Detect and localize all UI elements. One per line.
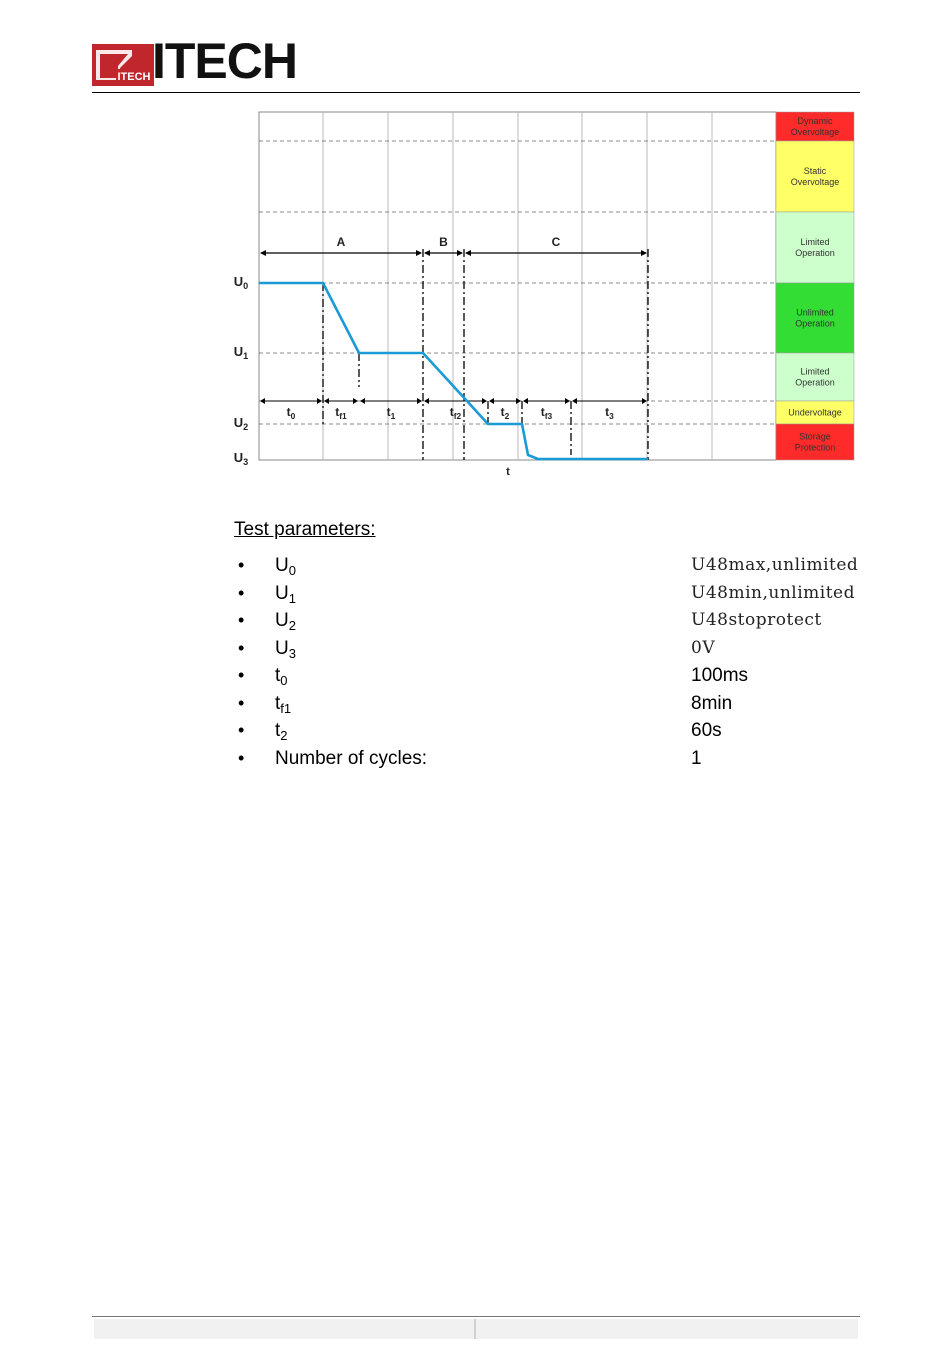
bullet-icon: • [238,582,245,603]
footer-separator [474,1319,476,1339]
voltage-label-main: U [233,415,244,430]
voltage-label-sub: 2 [243,422,249,432]
parameter-value: 0V [691,637,716,658]
parameter-row [238,635,868,663]
phase-label: B [439,235,448,249]
parameter-symbol: t [275,665,281,686]
zone-label: Overvoltage [790,127,840,137]
time-label-main: t [449,405,454,419]
bullet-icon: • [238,720,245,740]
time-label-sub: 0 [290,411,296,421]
parameter-row [238,662,868,690]
bullet-icon: • [238,665,245,685]
parameter-subscript: 3 [288,645,296,661]
header-divider [92,92,860,93]
voltage-label-main: U [233,450,244,465]
parameter-row [238,552,868,580]
time-label-sub: 1 [390,411,396,421]
footer-divider [92,1316,860,1317]
test-parameters-list [238,552,868,772]
itech-logo [92,33,312,89]
zone-label: Undervoltage [788,407,842,418]
time-label-main: t [335,405,340,419]
zone-label: Protection [794,442,836,453]
voltage-label [234,274,248,291]
time-label-main: t [286,405,291,419]
parameter-value: 100ms [691,665,749,686]
parameter-symbol: Number of cycles: [275,747,428,769]
voltage-label [234,415,248,432]
time-label-main: t [540,405,545,419]
time-label-main: t [500,405,505,419]
logo-badge-text: ITECH [117,71,151,83]
zone-label: Static [803,166,827,176]
bullet-icon: • [238,637,245,658]
zone-label: Limited [800,366,830,377]
voltage-label-sub: 1 [243,351,249,361]
page-header [0,0,950,95]
x-axis-label: t [506,466,510,478]
parameter-value: 60s [691,720,722,741]
zone-label: Storage [799,431,831,442]
logo-mark-icon [92,44,154,86]
logo-wordmark: ITECH [152,33,297,89]
time-label-sub: f1 [339,411,347,421]
time-label-sub: 2 [504,411,510,421]
zone-label: Overvoltage [790,177,840,187]
parameter-subscript: 0 [288,563,296,578]
bullet-icon: • [238,747,245,768]
test-parameters-title: Test parameters: [234,519,376,540]
phase-label: A [336,235,346,249]
parameter-value: 1 [691,747,702,769]
parameter-symbol: U [275,582,289,604]
parameter-row [238,690,868,718]
voltage-label-sub: 0 [243,281,249,291]
parameter-subscript: 1 [288,590,296,606]
bullet-icon: • [238,555,245,575]
parameter-subscript: 0 [280,673,288,688]
time-label-sub: 3 [609,411,614,421]
parameter-value: U48stoprotect [691,610,822,630]
zone-label: Dynamic [797,116,833,126]
parameter-symbol: t [275,720,281,741]
zone-label: Limited [800,237,830,247]
parameter-symbol: t [275,692,281,714]
voltage-label-main: U [233,344,244,359]
parameter-subscript: f1 [280,700,292,716]
voltage-label [234,344,248,361]
parameter-name [275,745,427,772]
parameter-row [238,580,868,608]
parameter-row [238,745,868,773]
time-label-main: t [605,405,610,419]
voltage-profile-chart [228,105,868,485]
page-footer [92,1316,860,1340]
parameter-symbol: U [275,610,289,631]
footer-band [94,1319,858,1339]
voltage-label-sub: 3 [243,457,249,467]
voltage-label [234,450,248,467]
time-label-sub: f3 [544,411,553,421]
zone-label: Operation [795,318,835,329]
voltage-label-main: U [233,274,244,289]
parameter-value: U48max,unlimited [691,555,859,575]
parameter-row [238,607,868,635]
time-label-sub: f2 [453,411,462,421]
parameter-symbol: U [275,637,289,659]
parameter-symbol: U [275,555,289,576]
phase-label: C [551,235,561,249]
zone-label: Operation [795,248,835,258]
parameter-subscript: 2 [288,618,296,633]
zone-label: Unlimited [796,307,834,318]
bullet-icon: • [238,610,245,630]
parameter-subscript: 2 [280,728,288,743]
bullet-icon: • [238,692,245,713]
zone-label: Operation [795,377,835,388]
parameter-value: U48min,unlimited [691,582,855,603]
parameter-value: 8min [691,692,733,714]
time-label-main: t [386,405,391,419]
parameter-row [238,717,868,745]
